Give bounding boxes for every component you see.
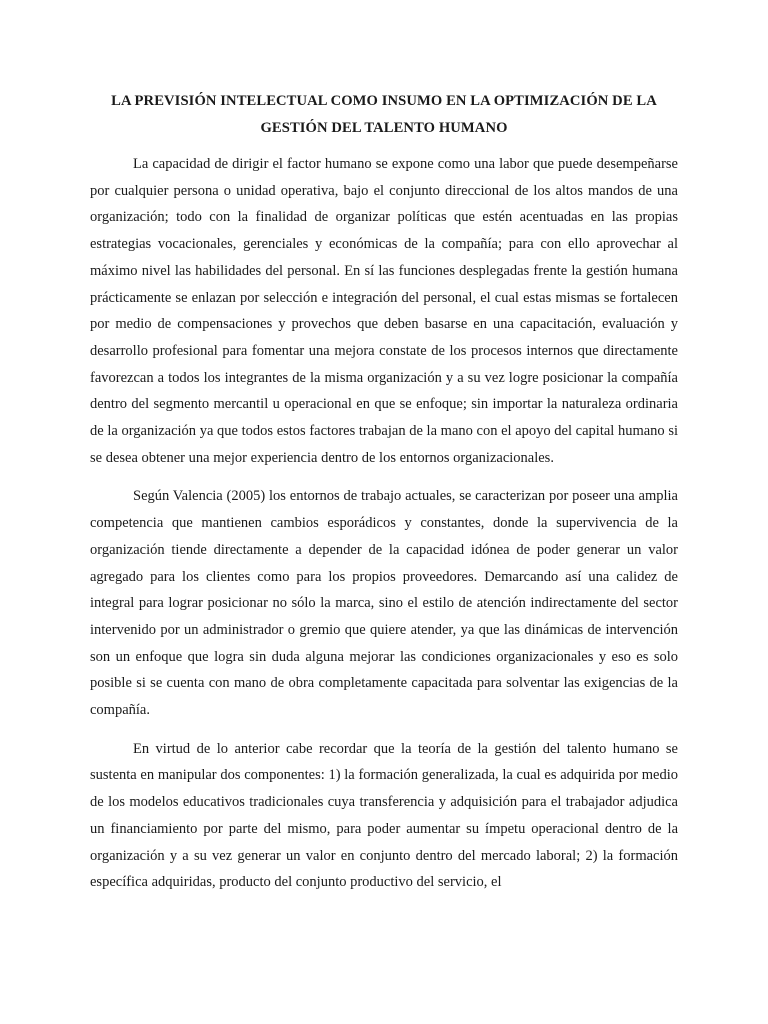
paragraph-3: En virtud de lo anterior cabe recordar que la teoría de la gestión del talento humano se sustenta en manipular dos componentes: 1) la formación generalizada, la cual es adquirida por medio de los modelos educativos tradicionales cuya transferencia y adquisición para el trabajador adjudica un financiamiento por parte del mismo, para poder aumentar su ímpetu operacional dentro de la organización y a su vez generar un valor en conjunto dentro del mercado laboral; 2) la formación específica adquiridas, producto del conjunto productivo del servicio, el [90, 740, 678, 891]
document-title [90, 88, 678, 141]
title-line-2: GESTIÓN DEL TALENTO HUMANO [260, 119, 508, 136]
paragraph-2: Según Valencia (2005) los entornos de trabajo actuales, se caracterizan por poseer una amplia competencia que mantienen cambios esporádicos y constantes, donde la supervivencia de la organización tiende directamente a depender de la capacidad idónea de poder generar un valor agregado para los clientes como para los propios proveedores. Demarcando así una calidez de integral para lograr posicionar no sólo la marca, sino el estilo de atención indirectamente del sector intervenido por un administrador o gremio que quiere atender, ya que las dinámicas de intervención son un enfoque que logra sin duda alguna mejorar las condiciones organizacionales y eso es solo posible si se cuenta con mano de obra completamente capacitada para solventar las exigencias de la compañía. [90, 488, 678, 719]
document-body [90, 88, 678, 908]
paragraph-1: La capacidad de dirigir el factor humano se expone como una labor que puede desempeñarse por cualquier persona o unidad operativa, bajo el conjunto direccional de los altos mandos de una organización; todo con la finalidad de organizar políticas que estén acentuadas en las propias estrategias vocacionales, gerenciales y económicas de la compañía; para con ello aprovechar al máximo nivel las habilidades del personal. En sí las funciones desplegadas frente la gestión humana prácticamente se enlazan por selección e integración del personal, el cual estas mismas se fortalecen por medio de compensaciones y provechos que deben basarse en una capacitación, evaluación y desarrollo profesional para fomentar una mejora constate de los procesos internos que directamente favorezcan a todos los integrantes de la misma organización y a su vez logre posicionar la compañía dentro del segmento mercantil u operacional en que se enfoque; sin importar la naturaleza ordinaria de la organización ya que todos estos factores trabajan de la mano con el apoyo del capital humano si se desea obtener una mejor experiencia dentro de los entornos organizacionales. [90, 156, 678, 466]
title-line-1: LA PREVISIÓN INTELECTUAL COMO INSUMO EN LA OPTIMIZACIÓN DE LA [111, 93, 657, 109]
